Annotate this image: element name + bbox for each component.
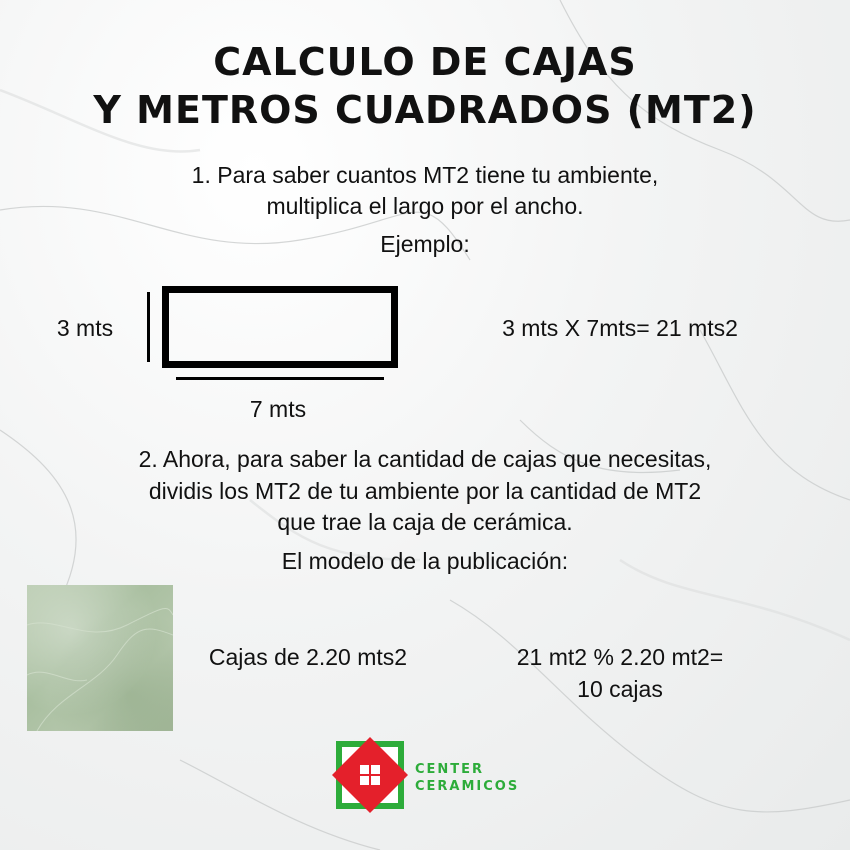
area-formula: 3 mts X 7mts= 21 mts2 <box>502 315 738 341</box>
box-size-label: Cajas de 2.20 mts2 <box>208 644 408 670</box>
result-boxes: 10 cajas <box>577 676 663 702</box>
example-label: Ejemplo: <box>380 231 470 257</box>
height-dimension-line <box>147 292 150 362</box>
step2-line-3: que trae la caja de cerámica. <box>277 509 573 535</box>
page-title-line-2: Y METROS CUADRADOS (MT2) <box>93 88 757 132</box>
tile-texture <box>27 585 173 731</box>
center-ceramicos-logo-icon <box>330 737 410 817</box>
ceramic-tile-sample <box>27 585 173 731</box>
result-formula: 21 mt2 % 2.20 mt2= <box>516 644 724 670</box>
width-label: 7 mts <box>249 396 307 422</box>
height-label: 3 mts <box>56 315 114 341</box>
width-dimension-line <box>176 377 384 380</box>
model-label: El modelo de la publicación: <box>281 548 569 574</box>
step1-line-1: 1. Para saber cuantos MT2 tiene tu ambiente, <box>191 162 659 188</box>
page-title-line-1: CALCULO DE CAJAS <box>213 40 637 84</box>
step2-line-1: 2. Ahora, para saber la cantidad de cajas que necesitas, <box>138 446 712 472</box>
room-rectangle-diagram <box>162 286 398 368</box>
step1-line-2: multiplica el largo por el ancho. <box>266 193 584 219</box>
brand-name-line-1: CENTER <box>415 762 485 777</box>
brand-name-line-2: CERAMICOS <box>415 779 520 794</box>
step2-line-2: dividis los MT2 de tu ambiente por la cantidad de MT2 <box>148 478 702 504</box>
